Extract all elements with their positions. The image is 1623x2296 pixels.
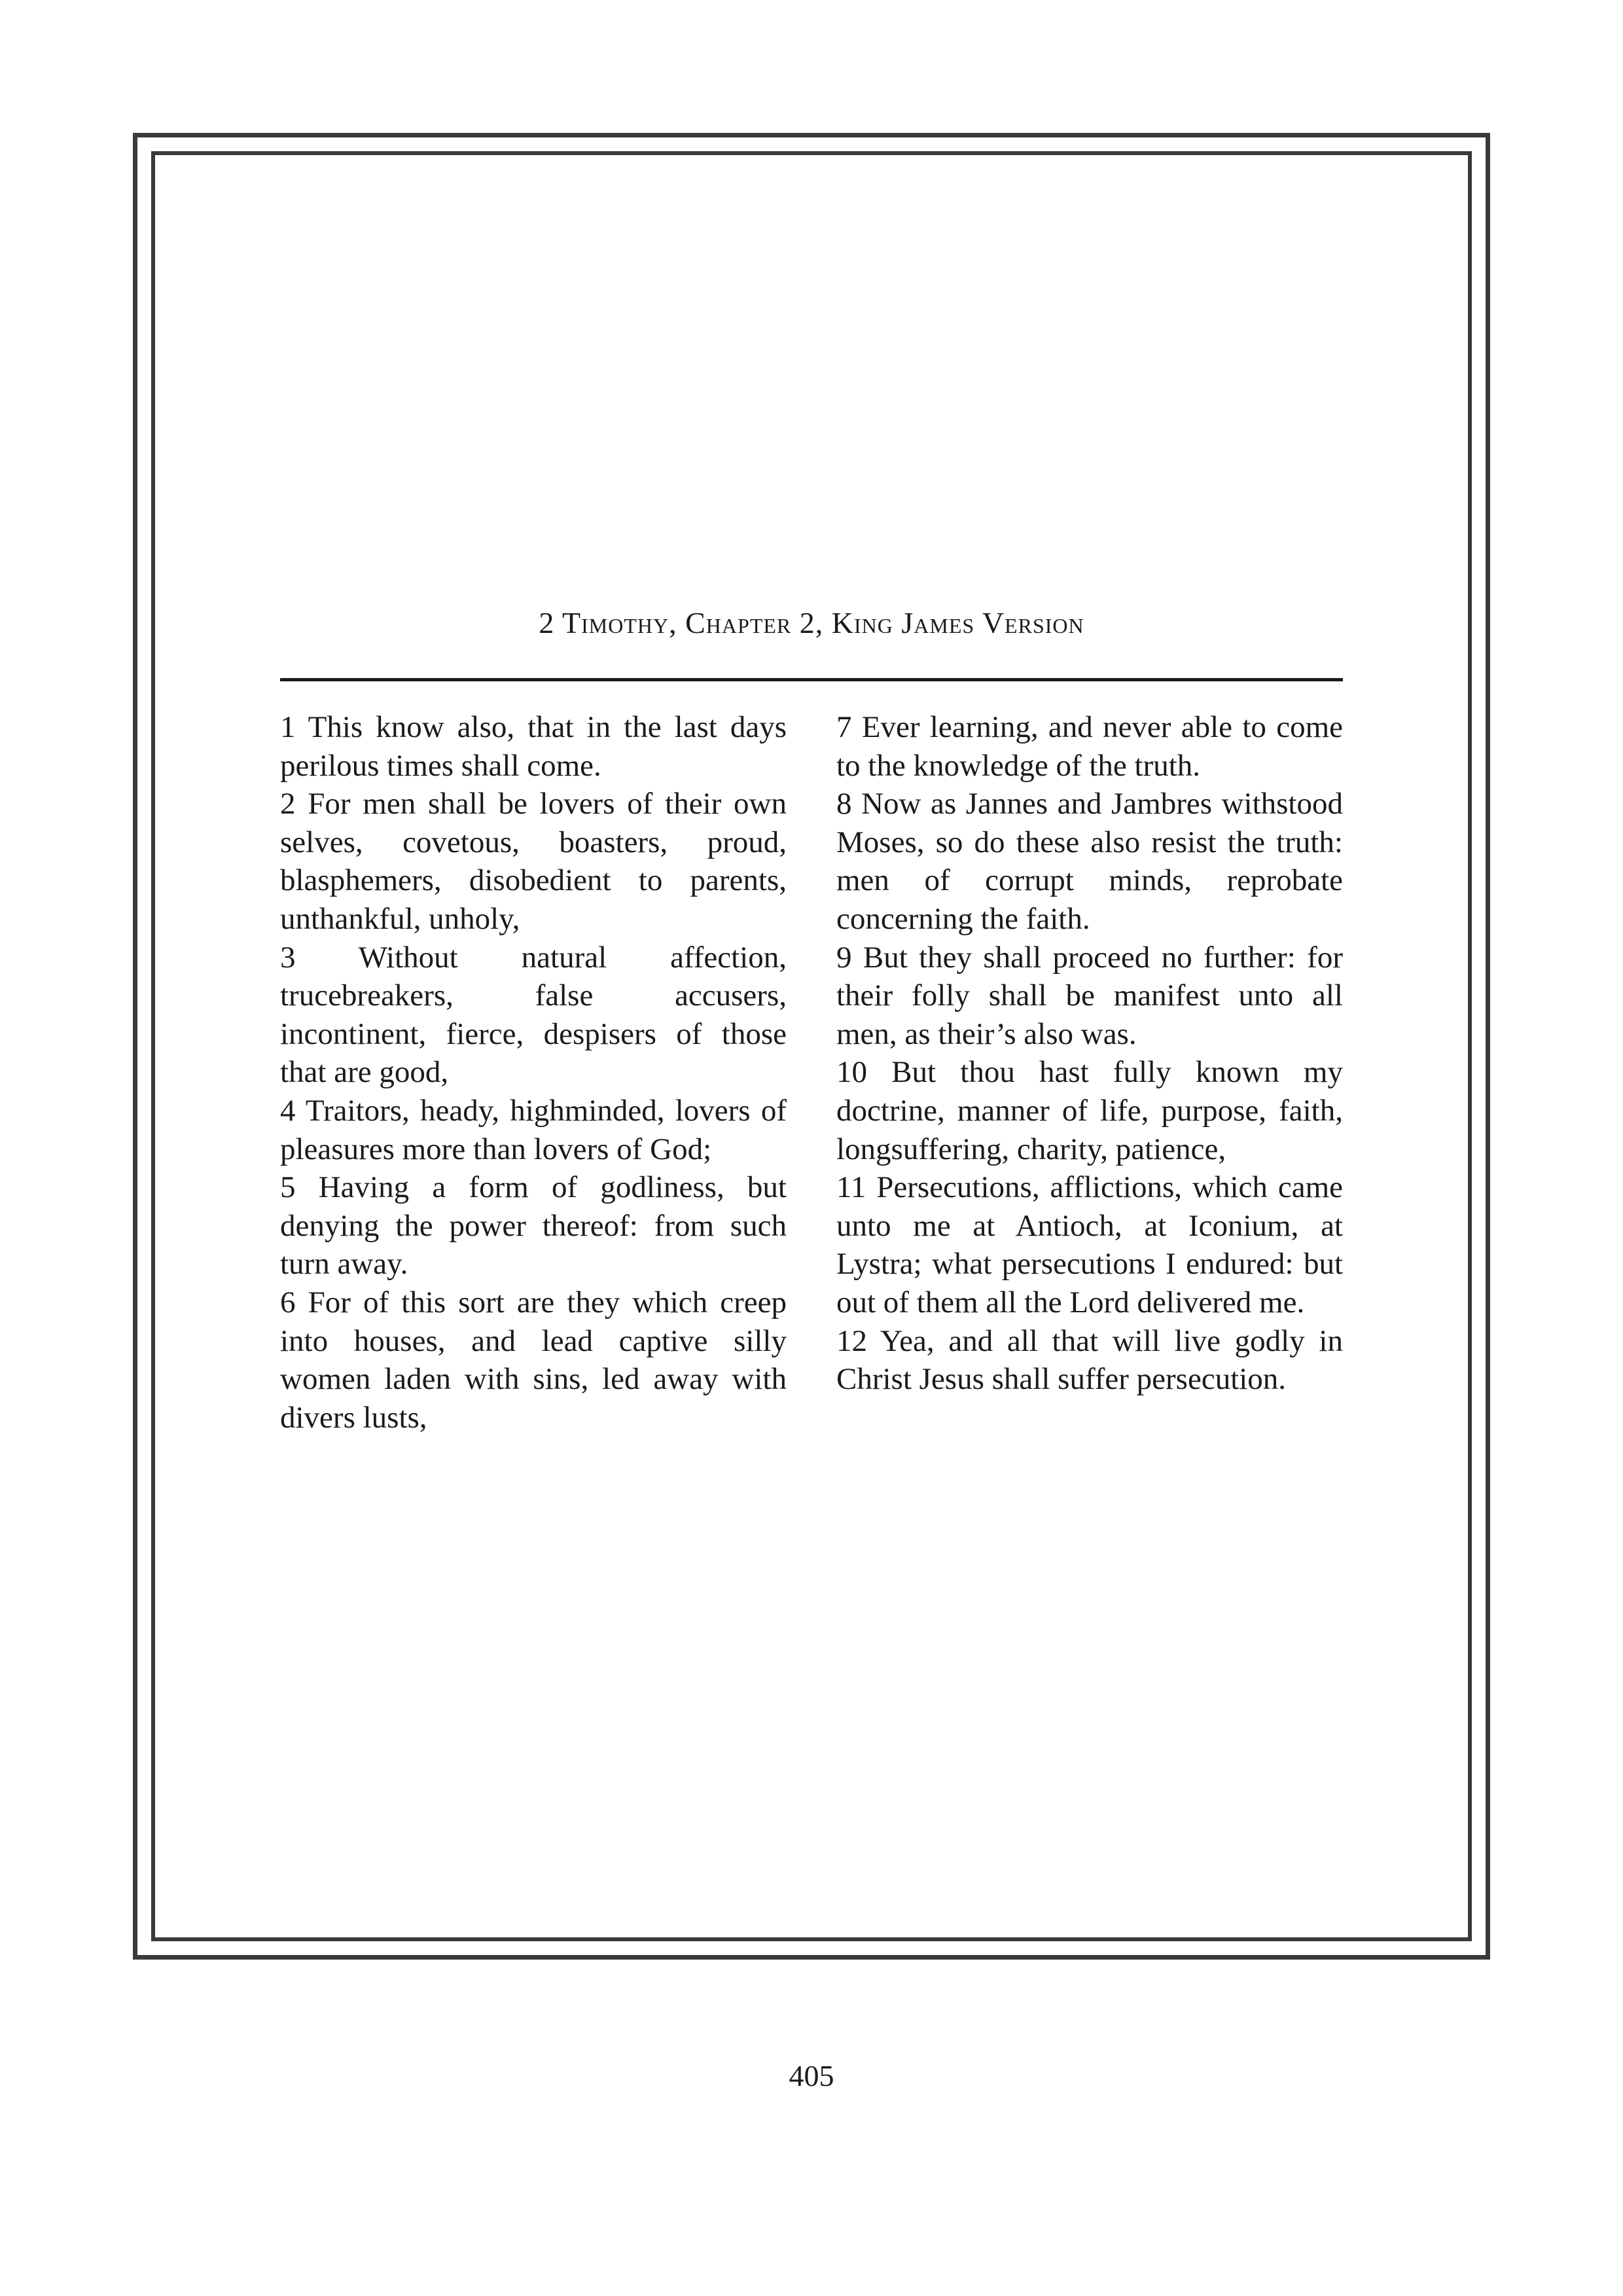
verse-3: 3 Without natural affection, trucebreakers, false accusers, incontinent, fierce, despisers of those that are good, [280,940,787,1090]
header-divider [280,678,1343,681]
verse-5: 5 Having a form of godliness, but denying the power thereof: from such turn away. [280,1170,787,1282]
page-title: 2 Timothy, Chapter 2, King James Version [539,606,1084,639]
right-column [836,708,1343,1437]
page-number: 405 [789,2059,834,2092]
verse-1: 1 This know also, that in the last days perilous times shall come. [280,710,787,783]
verse-4: 4 Traitors, heady, highminded, lovers of pleasures more than lovers of God; [280,1093,787,1166]
verse-6: 6 For of this sort are they which creep into houses, and lead captive silly women laden with sins, led away with divers lusts, [280,1285,787,1435]
verse-11: 11 Persecutions, afflictions, which came unto me at Antioch, at Iconium, at Lystra; what persecutions I endured: but out of them all the Lord delivered me. [836,1170,1343,1319]
verse-2: 2 For men shall be lovers of their own selves, covetous, boasters, proud, blasphemers, disobedient to parents, unthankful, unholy, [280,787,787,936]
verse-8: 8 Now as Jannes and Jambres withstood Moses, so do these also resist the truth: men of corrupt minds, reprobate concerning the faith. [836,787,1343,936]
verse-12: 12 Yea, and all that will live godly in Christ Jesus shall suffer persecution. [836,1323,1343,1397]
verse-10: 10 But thou hast fully known my doctrine, manner of life, purpose, faith, longsuffering, charity, patience, [836,1055,1343,1166]
verse-columns [280,708,1343,1437]
verse-7: 7 Ever learning, and never able to come to the knowledge of the truth. [836,710,1343,783]
verse-9: 9 But they shall proceed no further: for their folly shall be manifest unto all men, as their’s also was. [836,940,1343,1051]
left-column [280,708,787,1437]
